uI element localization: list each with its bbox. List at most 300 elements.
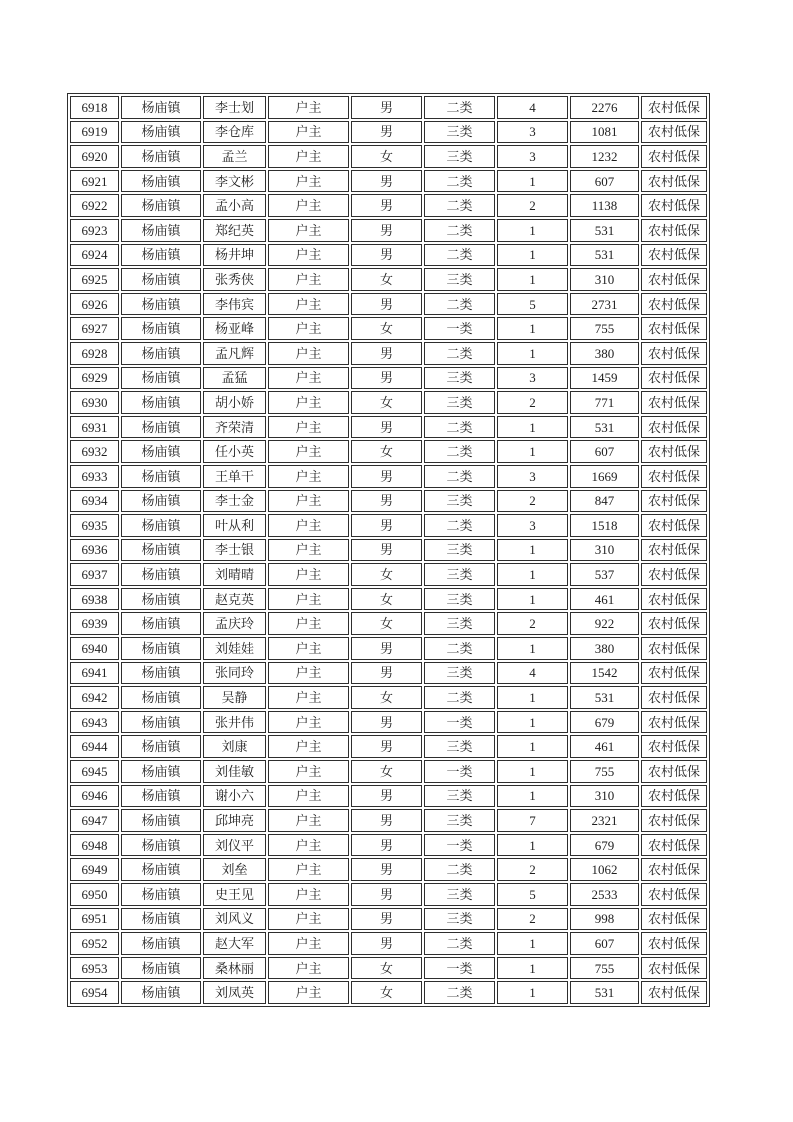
table-cell: 461: [570, 588, 639, 611]
table-cell: 户主: [268, 440, 349, 463]
table-cell: 女: [351, 686, 422, 709]
table-cell: 1459: [570, 367, 639, 390]
table-cell: 6947: [70, 809, 119, 832]
table-cell: 农村低保: [641, 662, 707, 685]
table-cell: 6935: [70, 514, 119, 537]
table-cell: 771: [570, 391, 639, 414]
table-cell: 郑纪英: [203, 219, 266, 242]
table-cell: 6918: [70, 96, 119, 119]
table-cell: 杨庙镇: [121, 268, 201, 291]
table-cell: 二类: [424, 440, 495, 463]
table-cell: 农村低保: [641, 342, 707, 365]
table-row: [70, 932, 707, 955]
table-cell: 杨庙镇: [121, 465, 201, 488]
table-row: [70, 834, 707, 857]
table-cell: 一类: [424, 317, 495, 340]
table-cell: 1: [497, 317, 568, 340]
table-cell: 1: [497, 981, 568, 1004]
table-cell: 户主: [268, 367, 349, 390]
table-cell: 1: [497, 735, 568, 758]
table-row: [70, 244, 707, 267]
table-cell: 三类: [424, 391, 495, 414]
table-cell: 女: [351, 391, 422, 414]
table-cell: 户主: [268, 760, 349, 783]
table-cell: 男: [351, 514, 422, 537]
table-cell: 二类: [424, 686, 495, 709]
table-cell: 杨庙镇: [121, 539, 201, 562]
table-cell: 杨庙镇: [121, 809, 201, 832]
table-cell: 杨庙镇: [121, 735, 201, 758]
table-cell: 户主: [268, 981, 349, 1004]
table-cell: 男: [351, 465, 422, 488]
table-cell: 二类: [424, 194, 495, 217]
table-cell: 1: [497, 170, 568, 193]
table-row: [70, 785, 707, 808]
table-cell: 户主: [268, 957, 349, 980]
table-cell: 6929: [70, 367, 119, 390]
table-cell: 1542: [570, 662, 639, 685]
table-cell: 二类: [424, 416, 495, 439]
table-cell: 6941: [70, 662, 119, 685]
table-cell: 6930: [70, 391, 119, 414]
table-cell: 男: [351, 342, 422, 365]
table-cell: 男: [351, 809, 422, 832]
table-cell: 2: [497, 612, 568, 635]
table-cell: 李士银: [203, 539, 266, 562]
table-cell: 农村低保: [641, 858, 707, 881]
table-cell: 史王见: [203, 883, 266, 906]
table-cell: 1: [497, 539, 568, 562]
table-cell: 农村低保: [641, 490, 707, 513]
table-cell: 6938: [70, 588, 119, 611]
table-cell: 二类: [424, 293, 495, 316]
table-row: [70, 686, 707, 709]
table-cell: 6954: [70, 981, 119, 1004]
table-cell: 男: [351, 293, 422, 316]
table-cell: 一类: [424, 957, 495, 980]
table-cell: 380: [570, 342, 639, 365]
table-cell: 6924: [70, 244, 119, 267]
table-cell: 6944: [70, 735, 119, 758]
table-cell: 户主: [268, 883, 349, 906]
table-cell: 农村低保: [641, 637, 707, 660]
table-cell: 刘垒: [203, 858, 266, 881]
table-cell: 杨庙镇: [121, 711, 201, 734]
table-cell: 孟庆玲: [203, 612, 266, 635]
table-cell: 6920: [70, 145, 119, 168]
table-row: [70, 981, 707, 1004]
table-cell: 户主: [268, 785, 349, 808]
table-cell: 1: [497, 268, 568, 291]
table-cell: 农村低保: [641, 293, 707, 316]
table-cell: 二类: [424, 219, 495, 242]
table-row: [70, 908, 707, 931]
table-cell: 3: [497, 145, 568, 168]
table-cell: 1: [497, 932, 568, 955]
table-cell: 杨庙镇: [121, 662, 201, 685]
table-cell: 杨庙镇: [121, 293, 201, 316]
table-cell: 户主: [268, 416, 349, 439]
table-cell: 2: [497, 908, 568, 931]
table-cell: 三类: [424, 121, 495, 144]
table-cell: 刘风义: [203, 908, 266, 931]
table-cell: 杨庙镇: [121, 367, 201, 390]
table-cell: 杨庙镇: [121, 219, 201, 242]
table-cell: 1: [497, 637, 568, 660]
table-row: [70, 539, 707, 562]
table-cell: 农村低保: [641, 514, 707, 537]
table-cell: 1: [497, 342, 568, 365]
table-cell: 王单干: [203, 465, 266, 488]
table-cell: 农村低保: [641, 686, 707, 709]
table-cell: 三类: [424, 908, 495, 931]
table-cell: 1: [497, 588, 568, 611]
table-cell: 女: [351, 268, 422, 291]
table-row: [70, 637, 707, 660]
table-cell: 3: [497, 121, 568, 144]
table-cell: 一类: [424, 834, 495, 857]
table-cell: 4: [497, 662, 568, 685]
table-cell: 2: [497, 391, 568, 414]
table-cell: 三类: [424, 612, 495, 635]
table-cell: 1: [497, 244, 568, 267]
table-cell: 杨庙镇: [121, 490, 201, 513]
table-cell: 杨井坤: [203, 244, 266, 267]
table-cell: 农村低保: [641, 563, 707, 586]
table-cell: 邱坤亮: [203, 809, 266, 832]
table-cell: 杨庙镇: [121, 391, 201, 414]
table-cell: 户主: [268, 342, 349, 365]
table-cell: 农村低保: [641, 735, 707, 758]
table-cell: 农村低保: [641, 932, 707, 955]
table-cell: 三类: [424, 145, 495, 168]
table-cell: 杨庙镇: [121, 686, 201, 709]
table-cell: 农村低保: [641, 981, 707, 1004]
table-cell: 男: [351, 908, 422, 931]
table-row: [70, 121, 707, 144]
table-row: [70, 711, 707, 734]
table-cell: 户主: [268, 686, 349, 709]
table-cell: 二类: [424, 514, 495, 537]
table-cell: 农村低保: [641, 760, 707, 783]
table-cell: 1: [497, 834, 568, 857]
table-cell: 农村低保: [641, 711, 707, 734]
table-cell: 农村低保: [641, 588, 707, 611]
table-cell: 杨庙镇: [121, 563, 201, 586]
table-cell: 1062: [570, 858, 639, 881]
table-cell: 男: [351, 367, 422, 390]
table-cell: 6943: [70, 711, 119, 734]
table-cell: 6937: [70, 563, 119, 586]
table-cell: 农村低保: [641, 145, 707, 168]
table-cell: 齐荣清: [203, 416, 266, 439]
table-cell: 吴静: [203, 686, 266, 709]
table-cell: 6934: [70, 490, 119, 513]
table-cell: 户主: [268, 588, 349, 611]
table-cell: 杨庙镇: [121, 96, 201, 119]
table-row: [70, 957, 707, 980]
table-cell: 李士金: [203, 490, 266, 513]
table-cell: 刘佳敏: [203, 760, 266, 783]
table-row: [70, 883, 707, 906]
table-cell: 李伟宾: [203, 293, 266, 316]
table-cell: 杨庙镇: [121, 908, 201, 931]
table-cell: 户主: [268, 219, 349, 242]
table-row: [70, 170, 707, 193]
table-cell: 杨庙镇: [121, 317, 201, 340]
table-cell: 6936: [70, 539, 119, 562]
table-cell: 847: [570, 490, 639, 513]
table-cell: 户主: [268, 121, 349, 144]
table-cell: 380: [570, 637, 639, 660]
table-cell: 杨庙镇: [121, 957, 201, 980]
table-cell: 张秀侠: [203, 268, 266, 291]
table-cell: 922: [570, 612, 639, 635]
table-cell: 叶从利: [203, 514, 266, 537]
table-cell: 755: [570, 317, 639, 340]
table-cell: 户主: [268, 539, 349, 562]
table-cell: 李仓库: [203, 121, 266, 144]
table-cell: 三类: [424, 662, 495, 685]
table-cell: 户主: [268, 834, 349, 857]
table-cell: 6932: [70, 440, 119, 463]
table-cell: 755: [570, 760, 639, 783]
table-row: [70, 145, 707, 168]
table-cell: 男: [351, 244, 422, 267]
table-cell: 531: [570, 686, 639, 709]
table-cell: 1138: [570, 194, 639, 217]
table-cell: 户主: [268, 465, 349, 488]
table-cell: 农村低保: [641, 317, 707, 340]
table-cell: 杨庙镇: [121, 883, 201, 906]
table-cell: 1518: [570, 514, 639, 537]
table-cell: 农村低保: [641, 465, 707, 488]
table-cell: 998: [570, 908, 639, 931]
table-cell: 胡小娇: [203, 391, 266, 414]
table-cell: 女: [351, 612, 422, 635]
table-cell: 二类: [424, 465, 495, 488]
table-row: [70, 760, 707, 783]
table-cell: 农村低保: [641, 96, 707, 119]
table-cell: 310: [570, 268, 639, 291]
table-cell: 一类: [424, 760, 495, 783]
table-cell: 三类: [424, 268, 495, 291]
table-cell: 户主: [268, 637, 349, 660]
table-cell: 杨庙镇: [121, 637, 201, 660]
table-cell: 1081: [570, 121, 639, 144]
table-cell: 赵克英: [203, 588, 266, 611]
table-cell: 男: [351, 637, 422, 660]
table-cell: 户主: [268, 735, 349, 758]
table-cell: 男: [351, 170, 422, 193]
table-cell: 二类: [424, 637, 495, 660]
table-cell: 农村低保: [641, 194, 707, 217]
table-row: [70, 219, 707, 242]
table-cell: 杨庙镇: [121, 588, 201, 611]
table-cell: 二类: [424, 981, 495, 1004]
table-cell: 农村低保: [641, 391, 707, 414]
table-cell: 杨庙镇: [121, 760, 201, 783]
table-cell: 6948: [70, 834, 119, 857]
table-cell: 二类: [424, 858, 495, 881]
table-cell: 679: [570, 711, 639, 734]
table-cell: 农村低保: [641, 809, 707, 832]
table-cell: 男: [351, 490, 422, 513]
table-cell: 杨庙镇: [121, 145, 201, 168]
table-cell: 7: [497, 809, 568, 832]
table-cell: 6931: [70, 416, 119, 439]
table-cell: 男: [351, 194, 422, 217]
table-cell: 男: [351, 219, 422, 242]
table-cell: 农村低保: [641, 244, 707, 267]
table-cell: 赵大军: [203, 932, 266, 955]
table-cell: 6939: [70, 612, 119, 635]
table-cell: 2: [497, 194, 568, 217]
table-cell: 1: [497, 219, 568, 242]
table-cell: 531: [570, 244, 639, 267]
table-cell: 女: [351, 317, 422, 340]
table-cell: 户主: [268, 563, 349, 586]
table-cell: 杨庙镇: [121, 342, 201, 365]
table-cell: 6921: [70, 170, 119, 193]
table-cell: 男: [351, 785, 422, 808]
table-cell: 杨庙镇: [121, 785, 201, 808]
table-cell: 6928: [70, 342, 119, 365]
table-cell: 6949: [70, 858, 119, 881]
table-cell: 户主: [268, 908, 349, 931]
table-cell: 6940: [70, 637, 119, 660]
table-cell: 2276: [570, 96, 639, 119]
table-cell: 男: [351, 834, 422, 857]
table-cell: 6945: [70, 760, 119, 783]
table-cell: 6950: [70, 883, 119, 906]
table-cell: 6951: [70, 908, 119, 931]
table-cell: 1669: [570, 465, 639, 488]
table-cell: 4: [497, 96, 568, 119]
table-cell: 537: [570, 563, 639, 586]
table-cell: 男: [351, 662, 422, 685]
table-cell: 三类: [424, 735, 495, 758]
table-cell: 农村低保: [641, 170, 707, 193]
table-row: [70, 317, 707, 340]
table-cell: 农村低保: [641, 367, 707, 390]
table-cell: 农村低保: [641, 440, 707, 463]
table-cell: 孟小高: [203, 194, 266, 217]
table-cell: 杨庙镇: [121, 416, 201, 439]
table-cell: 1: [497, 686, 568, 709]
table-cell: 女: [351, 440, 422, 463]
table-cell: 女: [351, 145, 422, 168]
table-cell: 男: [351, 711, 422, 734]
table-cell: 农村低保: [641, 834, 707, 857]
table-cell: 531: [570, 416, 639, 439]
table-cell: 6919: [70, 121, 119, 144]
table-cell: 杨庙镇: [121, 834, 201, 857]
table-cell: 杨庙镇: [121, 121, 201, 144]
table-row: [70, 612, 707, 635]
table-cell: 6952: [70, 932, 119, 955]
table-cell: 户主: [268, 96, 349, 119]
table-cell: 杨庙镇: [121, 514, 201, 537]
table-cell: 6946: [70, 785, 119, 808]
table-cell: 农村低保: [641, 121, 707, 144]
table-cell: 679: [570, 834, 639, 857]
table-cell: 户主: [268, 293, 349, 316]
table-cell: 农村低保: [641, 268, 707, 291]
table-cell: 户主: [268, 490, 349, 513]
table-cell: 310: [570, 785, 639, 808]
table-cell: 女: [351, 760, 422, 783]
table-cell: 户主: [268, 268, 349, 291]
table-cell: 刘娃娃: [203, 637, 266, 660]
table-cell: 男: [351, 416, 422, 439]
table-cell: 杨庙镇: [121, 981, 201, 1004]
table-cell: 户主: [268, 711, 349, 734]
table-row: [70, 416, 707, 439]
table-cell: 6927: [70, 317, 119, 340]
table-cell: 农村低保: [641, 908, 707, 931]
table-cell: 任小英: [203, 440, 266, 463]
table-cell: 二类: [424, 244, 495, 267]
table-cell: 6933: [70, 465, 119, 488]
table-cell: 孟猛: [203, 367, 266, 390]
table-cell: 6953: [70, 957, 119, 980]
table-cell: 三类: [424, 588, 495, 611]
table-row: [70, 342, 707, 365]
table-cell: 607: [570, 440, 639, 463]
table-cell: 户主: [268, 194, 349, 217]
table-row: [70, 391, 707, 414]
table-cell: 1: [497, 416, 568, 439]
table-cell: 农村低保: [641, 957, 707, 980]
table-row: [70, 735, 707, 758]
table-cell: 户主: [268, 514, 349, 537]
table-cell: 6942: [70, 686, 119, 709]
table-cell: 1: [497, 711, 568, 734]
table-row: [70, 858, 707, 881]
table-cell: 男: [351, 735, 422, 758]
table-cell: 2: [497, 858, 568, 881]
table-cell: 三类: [424, 563, 495, 586]
table-cell: 二类: [424, 96, 495, 119]
table-cell: 3: [497, 514, 568, 537]
table-cell: 男: [351, 96, 422, 119]
table-cell: 杨亚峰: [203, 317, 266, 340]
table-row: [70, 809, 707, 832]
table-row: [70, 96, 707, 119]
table-cell: 3: [497, 367, 568, 390]
table-cell: 户主: [268, 145, 349, 168]
table-cell: 男: [351, 932, 422, 955]
table-cell: 6926: [70, 293, 119, 316]
table-cell: 男: [351, 121, 422, 144]
table-cell: 1: [497, 785, 568, 808]
table-row: [70, 194, 707, 217]
table-cell: 531: [570, 981, 639, 1004]
table-cell: 二类: [424, 342, 495, 365]
table-cell: 户主: [268, 244, 349, 267]
table-cell: 刘康: [203, 735, 266, 758]
table-cell: 男: [351, 883, 422, 906]
table-cell: 531: [570, 219, 639, 242]
table-cell: 三类: [424, 539, 495, 562]
table-cell: 2321: [570, 809, 639, 832]
table-cell: 杨庙镇: [121, 170, 201, 193]
table-cell: 李士划: [203, 96, 266, 119]
table-cell: 6925: [70, 268, 119, 291]
roster-table-body: [70, 96, 707, 1004]
table-cell: 三类: [424, 809, 495, 832]
